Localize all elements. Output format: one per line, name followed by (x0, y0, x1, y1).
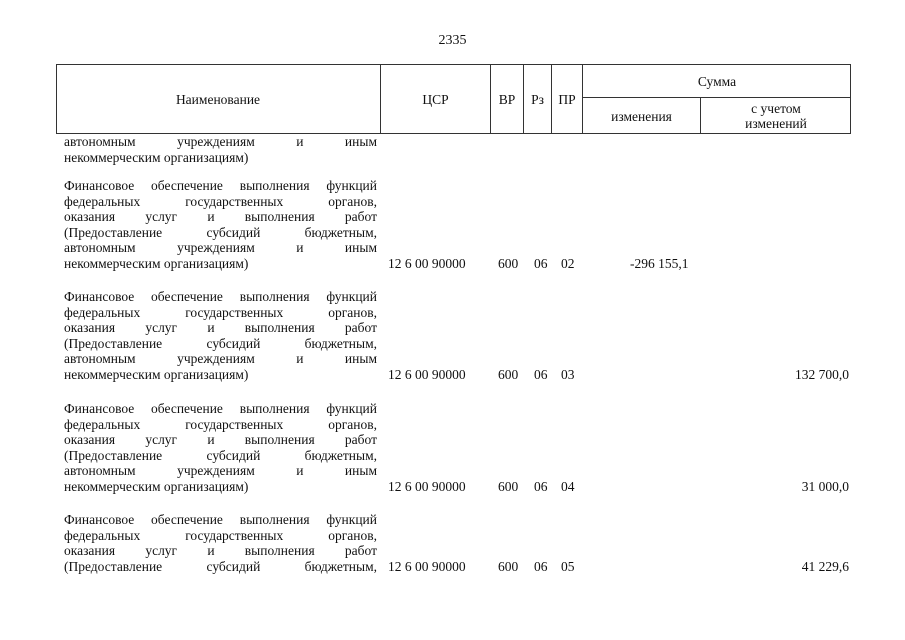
row-name-line: автономным учреждениям и иным (64, 463, 377, 479)
row-name-line: Финансовое обеспечение выполнения функций (64, 178, 377, 193)
header-csr: ЦСР (422, 92, 449, 107)
row-name-line: федеральных государственных органов, (64, 527, 377, 543)
header-with-changes (701, 101, 851, 131)
row-name-line: некоммерческим организациям) (64, 478, 249, 494)
row-pr: 02 (561, 256, 575, 271)
header-pr: ПР (558, 92, 576, 107)
table-body (0, 134, 905, 640)
row-name (64, 512, 377, 574)
row-name (64, 134, 377, 165)
row-rz: 06 (534, 559, 548, 574)
row-name-line: автономным учреждениям и иным (64, 240, 377, 256)
header-with-changes-line2: изменений (745, 116, 807, 131)
row-name-line: Финансовое обеспечение выполнения функций (64, 289, 377, 304)
row-csr: 12 6 00 90000 (388, 256, 466, 271)
header-with-changes-line1: с учетом (751, 101, 801, 116)
row-name-line: федеральных государственных органов, (64, 193, 377, 209)
header-name: Наименование (175, 92, 261, 107)
row-rz: 06 (534, 256, 548, 271)
row-total: 31 000,0 (801, 479, 849, 494)
row-name-line: Финансовое обеспечение выполнения функций (64, 401, 377, 416)
row-vr: 600 (498, 479, 519, 494)
row-csr: 12 6 00 90000 (388, 559, 466, 574)
header-rz: Рз (531, 92, 544, 107)
row-name (64, 401, 377, 495)
row-name-line: Финансовое обеспечение выполнения функций (64, 512, 377, 527)
row-pr: 03 (561, 367, 575, 382)
row-name (64, 289, 377, 383)
row-name-line: автономным учреждениям и иным (64, 351, 377, 367)
row-csr: 12 6 00 90000 (388, 367, 466, 382)
row-name-line: (Предоставление субсидий бюджетным, (64, 447, 377, 463)
row-name-line: федеральных государственных органов, (64, 416, 377, 432)
row-name-line: оказания услуг и выполнения работ (64, 209, 377, 225)
header-vr: ВР (498, 92, 516, 107)
row-vr: 600 (498, 256, 519, 271)
header-divider-sum (582, 97, 851, 98)
page-number: 2335 (438, 33, 467, 48)
row-name-line: федеральных государственных органов, (64, 304, 377, 320)
row-total: 132 700,0 (795, 367, 849, 382)
row-pr: 05 (561, 559, 575, 574)
header-sum: Сумма (697, 74, 737, 89)
row-total: 41 229,6 (801, 559, 849, 574)
header-border-top (56, 64, 851, 65)
header-changes: изменения (611, 109, 672, 124)
row-csr: 12 6 00 90000 (388, 479, 466, 494)
table-header (56, 64, 851, 134)
row-name-line: автономным учреждениям и иным (64, 134, 377, 149)
row-name-line: некоммерческим организациям) (64, 255, 249, 271)
row-name-line: (Предоставление субсидий бюджетным, (64, 224, 377, 240)
row-name-line: (Предоставление субсидий бюджетным, (64, 558, 377, 574)
row-vr: 600 (498, 559, 519, 574)
row-change: -296 155,1 (630, 256, 689, 271)
row-name-line: некоммерческим организациям) (64, 149, 249, 165)
row-rz: 06 (534, 479, 548, 494)
row-name-line: оказания услуг и выполнения работ (64, 543, 377, 559)
row-vr: 600 (498, 367, 519, 382)
row-name-line: (Предоставление субсидий бюджетным, (64, 335, 377, 351)
row-name (64, 178, 377, 272)
row-rz: 06 (534, 367, 548, 382)
row-name-line: оказания услуг и выполнения работ (64, 432, 377, 448)
row-name-line: оказания услуг и выполнения работ (64, 320, 377, 336)
row-pr: 04 (561, 479, 575, 494)
row-name-line: некоммерческим организациям) (64, 366, 249, 382)
